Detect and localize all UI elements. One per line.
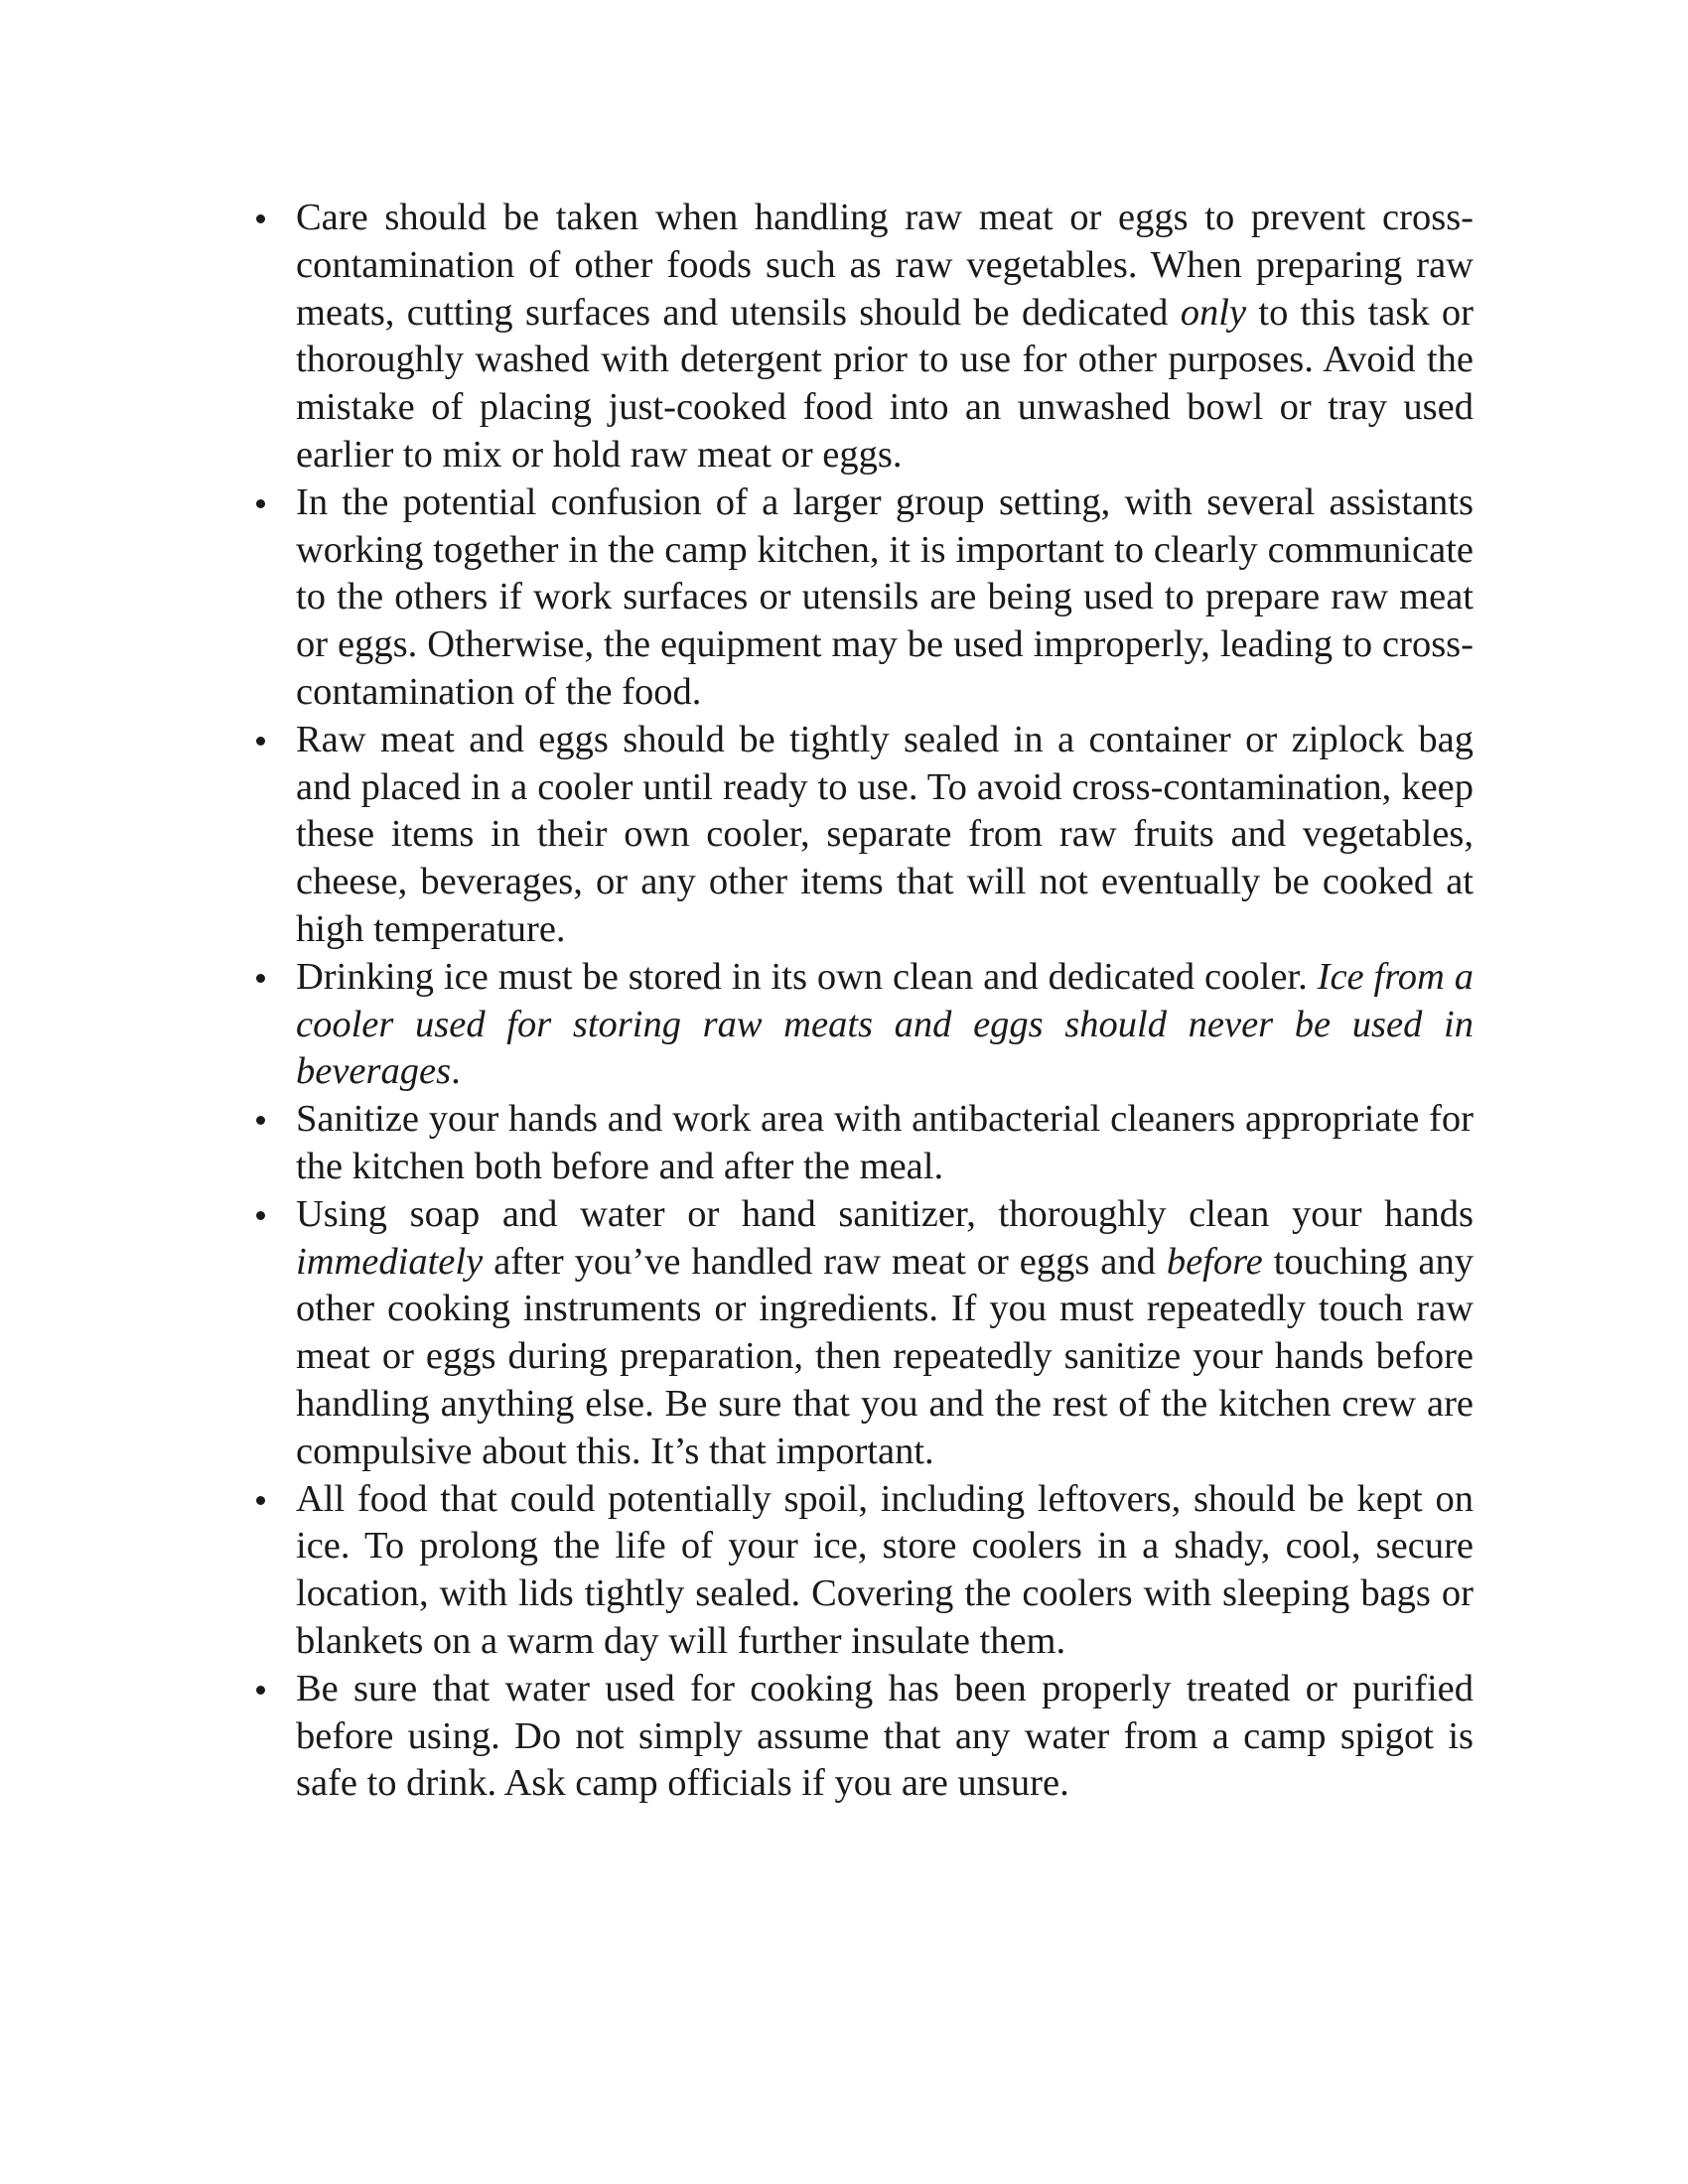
bullet-text: Care should be taken when handling raw meat or eggs to prevent cross-contamination of other foods such as raw vegetables. When preparing raw meats, cutting surfaces and utensils should be dedicated only to this task or thoroughly washed with detergent prior to use for other purposes. Avoid the mistake of placing just-cooked food into an unwashed bowl or tray used earlier to mix or hold raw meat or eggs. [296, 197, 1474, 476]
bullet-icon [256, 1116, 265, 1125]
bullet-icon [256, 499, 265, 508]
bullet-text: Be sure that water used for cooking has been properly treated or purified before using. Do not simply assume that any water from a camp spigot is safe to drink. Ask camp officials if you are unsure. [296, 1667, 1474, 1805]
bullet-text: Sanitize your hands and work area with antibacterial cleaners appropriate for the kitchen both before and after the meal. [296, 1098, 1474, 1187]
bullet-icon [256, 1496, 265, 1505]
bullet-text: In the potential confusion of a larger group setting, with several assistants working together in the camp kitchen, it is important to clearly communicate to the others if work surfaces or utensils are being used to prepare raw meat or eggs. Otherwise, the equipment may be used improperly, leading to cross-contamination of the food. [296, 480, 1474, 713]
bullet-item [252, 479, 1474, 717]
bullet-text: Drinking ice must be stored in its own clean and dedicated cooler. Ice from a cooler used for storing raw meats and eggs should never be used in beverages. [296, 955, 1474, 1093]
bullet-icon [256, 1211, 265, 1220]
bullet-item [252, 1191, 1474, 1476]
bullet-icon [256, 214, 265, 223]
bullet-icon [256, 974, 265, 983]
bullet-item [252, 1476, 1474, 1666]
bullet-text: Using soap and water or hand sanitizer, thoroughly clean your hands immediately after you’ve handled raw meat or eggs and before touching any other cooking instruments or ingredients. If you must repeatedly touch raw meat or eggs during preparation, then repeatedly sanitize your hands before handling anything else. Be sure that you and the rest of the kitchen crew are compulsive about this. It’s that important. [296, 1192, 1474, 1472]
bullet-icon [256, 737, 265, 746]
food-safety-bullet-list [252, 195, 1474, 1808]
bullet-item [252, 954, 1474, 1096]
bullet-item [252, 1096, 1474, 1191]
bullet-text: All food that could potentially spoil, including leftovers, should be kept on ice. To prolong the life of your ice, store coolers in a shady, cool, secure location, with lids tightly sealed. Covering the coolers with sleeping bags or blankets on a warm day will further insulate them. [296, 1477, 1474, 1662]
bullet-icon [256, 1686, 265, 1695]
bullet-item [252, 195, 1474, 479]
bullet-item [252, 717, 1474, 954]
bullet-item [252, 1666, 1474, 1808]
bullet-text: Raw meat and eggs should be tightly sealed in a container or ziplock bag and placed in a cooler until ready to use. To avoid cross-contamination, keep these items in their own cooler, separate from raw fruits and vegetables, cheese, beverages, or any other items that will not eventually be cooked at high temperature. [296, 718, 1474, 950]
